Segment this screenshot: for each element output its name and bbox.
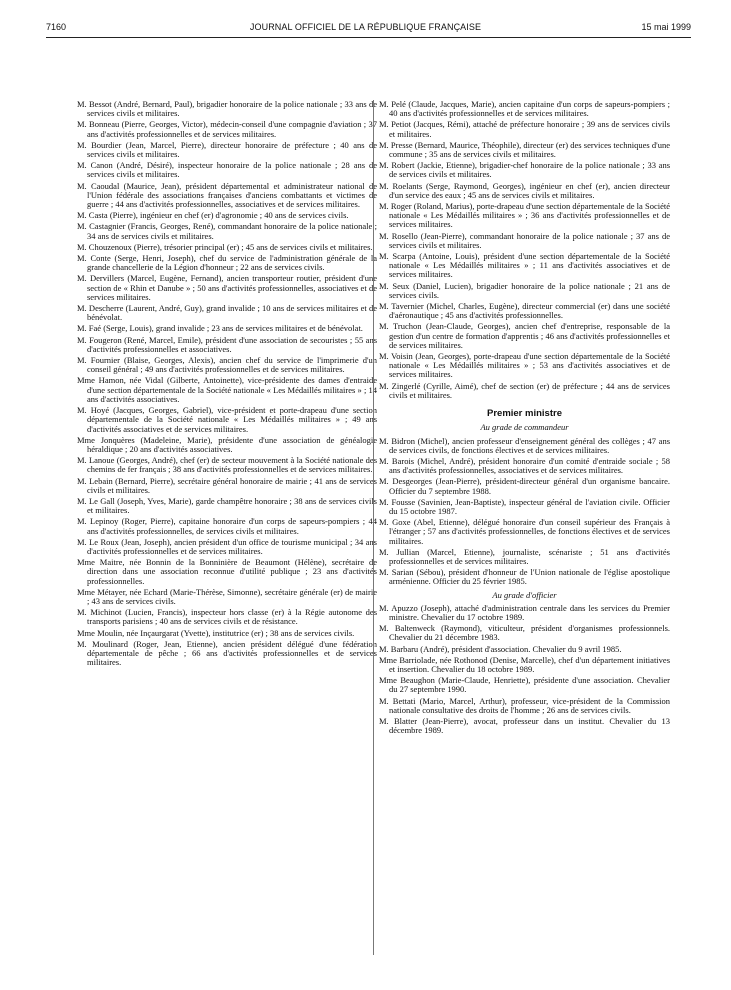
issue-date: 15 mai 1999 bbox=[641, 22, 691, 32]
honoree-entry: M. Jullian (Marcel, Etienne), journaliste, scénariste ; 51 ans d'activités professionnelles et de services militaires. bbox=[379, 546, 670, 566]
honoree-entry: M. Tavernier (Michel, Charles, Eugène), directeur commercial (er) dans une société d'aéronautique ; 45 ans d'activités professionnelles. bbox=[379, 301, 670, 321]
honoree-entry: Mme Métayer, née Echard (Marie-Thérèse, Simonne), secrétaire générale (er) de mairie ; 43 ans de services civils. bbox=[77, 586, 377, 606]
honoree-entry: M. Roger (Roland, Marius), porte-drapeau d'une section départementale de la Société nationale « Les Médaillés militaires » ; 36 ans d'activités professionnelles et de services militaires. bbox=[379, 201, 670, 230]
page-number: 7160 bbox=[46, 22, 67, 32]
honoree-entry: Mme Barriolade, née Rothonod (Denise, Marcelle), chef d'un département initiatives et insertion. Chevalier du 18 octobre 1989. bbox=[379, 654, 670, 674]
honoree-entry: Mme Jonquères (Madeleine, Marie), présidente d'une association de généalogie héraldique ; 20 ans d'activités associatives. bbox=[77, 434, 377, 454]
left-column bbox=[77, 100, 377, 669]
grade-heading-officier: Au grade d'officier bbox=[492, 589, 557, 600]
honoree-entry: M. Goxe (Abel, Etienne), délégué honoraire d'un conseil supérieur des Français à l'étranger ; 57 ans d'activités professionnelles, de fonctions électives et de services militaires. bbox=[379, 517, 670, 546]
honoree-entry: M. Rosello (Jean-Pierre), commandant honoraire de la police nationale ; 37 ans de services civils et militaires. bbox=[379, 230, 670, 250]
honoree-entry: M. Petiot (Jacques, Rémi), attaché de préfecture honoraire ; 39 ans de services civils et militaires. bbox=[379, 119, 670, 139]
honoree-entry: M. Voisin (Jean, Georges), porte-drapeau d'une section départementale de la Société nationale « Les Médaillés militaires » ; 53 ans d'activités associatives et de services militaires. bbox=[379, 351, 670, 380]
honoree-entry: M. Casta (Pierre), ingénieur en chef (er) d'agronomie ; 40 ans de services civils. bbox=[77, 210, 349, 221]
honoree-entry: M. Le Gall (Joseph, Yves, Marie), garde champêtre honoraire ; 38 ans de services civils et militaires. bbox=[77, 495, 377, 516]
honoree-entry: M. Caoudal (Maurice, Jean), président départemental et administrateur national de l'Union fédérale des associations françaises d'anciens combattants et victimes de guerre ; 44 ans d'activités professionnelles, associatives et de services militaires. bbox=[77, 180, 377, 210]
honoree-entry: M. Moulinard (Roger, Jean, Etienne), ancien président délégué d'une fédération départementale de pêche ; 66 ans d'activités professionnelles et de services militaires. bbox=[77, 638, 377, 668]
honoree-entry: Mme Hamon, née Vidal (Gilberte, Antoinette), vice-présidente des dames d'entraide d'une section départementale de la Société nationale « Les Médaillés militaires » ; 14 ans d'activités associatives. bbox=[77, 375, 377, 404]
honoree-entry: M. Le Roux (Jean, Joseph), ancien président d'un office de tourisme municipal ; 34 ans d'activités professionnelles et de services militaires. bbox=[77, 536, 377, 556]
honoree-entry: M. Conte (Serge, Henri, Joseph), chef du service de l'administration générale de la grande chancellerie de la Légion d'honneur ; 22 ans de services civils. bbox=[77, 253, 377, 273]
honoree-entry: M. Lepinoy (Roger, Pierre), capitaine honoraire d'un corps de sapeurs-pompiers ; 44 ans d'activités professionnelles, de services civils et militaires. bbox=[77, 516, 377, 536]
honoree-entry: M. Bonneau (Pierre, Georges, Victor), médecin-conseil d'une compagnie d'aviation ; 37 ans d'activités professionnelles et de services militaires. bbox=[77, 119, 377, 139]
honoree-entry: M. Pelé (Claude, Jacques, Marie), ancien capitaine d'un corps de sapeurs-pompiers ; 40 ans d'activités professionnelles et de services militaires. bbox=[379, 99, 670, 119]
right-column bbox=[379, 100, 670, 737]
honoree-entry: M. Canon (André, Désiré), inspecteur honoraire de la police nationale ; 28 ans de services civils et militaires. bbox=[77, 160, 377, 180]
honoree-entry: M. Zingerlé (Cyrille, Aimé), chef de section (er) de préfecture ; 44 ans de services civils et militaires. bbox=[379, 380, 670, 400]
honoree-entry: M. Seux (Daniel, Lucien), brigadier honoraire de la police nationale ; 21 ans de services civils. bbox=[379, 280, 670, 300]
honoree-entry: Mme Beaughon (Marie-Claude, Henriette), présidente d'une association. Chevalier du 27 septembre 1990. bbox=[379, 675, 670, 695]
honoree-entry: M. Dervillers (Marcel, Eugène, Fernand), ancien transporteur routier, président d'une section de « Rhin et Danube » ; 50 ans d'activités professionnelles, associatives et de services militaires. bbox=[77, 273, 377, 302]
honoree-entry: M. Descherre (Laurent, André, Guy), grand invalide ; 10 ans de services militaires et de bénévolat. bbox=[77, 303, 377, 323]
honoree-entry: M. Presse (Bernard, Maurice, Théophile), directeur (er) des services techniques d'une commune ; 35 ans de services civils et militaires. bbox=[379, 139, 670, 160]
honoree-entry: M. Hoyé (Jacques, Georges, Gabriel), vice-président et porte-drapeau d'une section départementale de la Société nationale « Les Médaillés militaires » ; 49 ans d'activités associatives et de services militaires. bbox=[77, 405, 377, 434]
honoree-entry: M. Desgeorges (Jean-Pierre), président-directeur général d'un organisme bancaire. Officier du 7 septembre 1988. bbox=[379, 476, 670, 496]
grade-heading-commandeur: Au grade de commandeur bbox=[480, 422, 569, 433]
honoree-entry: Mme Moulin, née Inçaurgarat (Yvette), institutrice (er) ; 38 ans de services civils. bbox=[77, 627, 355, 638]
honoree-entry: M. Sarian (Sébou), président d'honneur de l'Union nationale de l'église apostolique arménienne. Officier du 25 février 1985. bbox=[379, 567, 670, 587]
honoree-entry: M. Lebain (Bernard, Pierre), secrétaire général honoraire de mairie ; 41 ans de services civils et militaires. bbox=[77, 475, 377, 495]
honoree-entry: M. Barbaru (André), président d'association. Chevalier du 9 avril 1985. bbox=[379, 643, 622, 654]
honoree-entry: M. Michinot (Lucien, Francis), inspecteur hors classe (er) à la Régie autonome des transports parisiens ; 40 ans de services civils et de résistance. bbox=[77, 607, 377, 627]
honoree-entry: M. Castagnier (Francis, Georges, René), commandant honoraire de la police nationale ; 34 ans de services civils et militaires. bbox=[77, 221, 377, 241]
commandeur-entries bbox=[379, 437, 670, 587]
honoree-entry: M. Baltenweck (Raymond), viticulteur, président d'organismes professionnels. Chevalier du 21 décembre 1983. bbox=[379, 623, 670, 643]
honoree-entry: M. Fougeron (René, Marcel, Emile), président d'une association de secouristes ; 55 ans d'activités professionnelles et associatives. bbox=[77, 334, 377, 354]
journal-title: JOURNAL OFFICIEL DE LA RÉPUBLIQUE FRANÇAISE bbox=[249, 22, 482, 32]
honoree-entry: M. Blatter (Jean-Pierre), avocat, professeur dans un institut. Chevalier du 13 décembre 1989. bbox=[379, 715, 670, 736]
honoree-entry: M. Bettati (Mario, Marcel, Arthur), professeur, vice-président de la Commission nationale consultative des droits de l'homme ; 26 ans de services civils. bbox=[379, 695, 670, 715]
honoree-entry: M. Apuzzo (Joseph), attaché d'administration centrale dans les services du Premier ministre. Chevalier du 17 octobre 1989. bbox=[379, 602, 670, 622]
honoree-entry: M. Lanoue (Georges, André), chef (er) de secteur mouvement à la Société nationale des chemins de fer français ; 38 ans d'activités professionnelles et de services militaires. bbox=[77, 455, 377, 475]
honoree-entry: M. Truchon (Jean-Claude, Georges), ancien chef d'entreprise, responsable de la gestion d'un centre de formation d'apprentis ; 46 ans d'activités professionnelles et de services militaires. bbox=[379, 321, 670, 350]
honoree-entry: Mme Maitre, née Bonnin de la Bonninière de Beaumont (Hélène), secrétaire de direction dans une association reconnue d'utilité publique ; 23 ans d'activités professionnelles. bbox=[77, 557, 377, 586]
honoree-entry: M. Bessot (André, Bernard, Paul), brigadier honoraire de la police nationale ; 33 ans de services civils et militaires. bbox=[77, 99, 377, 119]
honoree-entry: M. Chouzenoux (Pierre), trésorier principal (er) ; 45 ans de services civils et militaires. bbox=[77, 241, 373, 252]
officier-entries bbox=[379, 604, 670, 736]
honoree-entry: M. Scarpa (Antoine, Louis), président d'une section départementale de la Société nationale « Les Médaillés militaires » ; 11 ans d'activités associatives et de services militaires. bbox=[379, 251, 670, 280]
honoree-entry: M. Bourdier (Jean, Marcel, Pierre), directeur honoraire de préfecture ; 40 ans de services civils et militaires. bbox=[77, 139, 377, 160]
right-entries-top bbox=[379, 100, 670, 400]
honoree-entry: M. Barois (Michel, André), président honoraire d'un comité d'entraide sociale ; 58 ans d'activités professionnelles, associatives et de services militaires. bbox=[379, 455, 670, 476]
column-divider bbox=[373, 100, 374, 955]
honoree-entry: M. Robert (Jackie, Etienne), brigadier-chef honoraire de la police nationale ; 33 ans de services civils et militaires. bbox=[379, 160, 670, 180]
honoree-entry: M. Bidron (Michel), ancien professeur d'enseignement général des collèges ; 47 ans de services civils, de fonctions électives et de services militaires. bbox=[379, 435, 670, 455]
honoree-entry: M. Fousse (Savinien, Jean-Baptiste), inspecteur général de l'aviation civile. Officier du 15 octobre 1987. bbox=[379, 496, 670, 516]
page-header bbox=[0, 0, 731, 40]
honoree-entry: M. Roelants (Serge, Raymond, Georges), ingénieur en chef (er), ancien directeur d'un service des eaux ; 45 ans de services civils et militaires. bbox=[379, 180, 670, 200]
section-title: Premier ministre bbox=[487, 408, 562, 420]
honoree-entry: M. Faé (Serge, Louis), grand invalide ; 23 ans de services militaires et de bénévolat. bbox=[77, 323, 363, 334]
header-rule bbox=[46, 37, 691, 38]
honoree-entry: M. Fournier (Blaise, Georges, Alexis), ancien chef du service de l'imprimerie d'un conseil général ; 49 ans d'activités professionnelles et de services militaires. bbox=[77, 355, 377, 375]
